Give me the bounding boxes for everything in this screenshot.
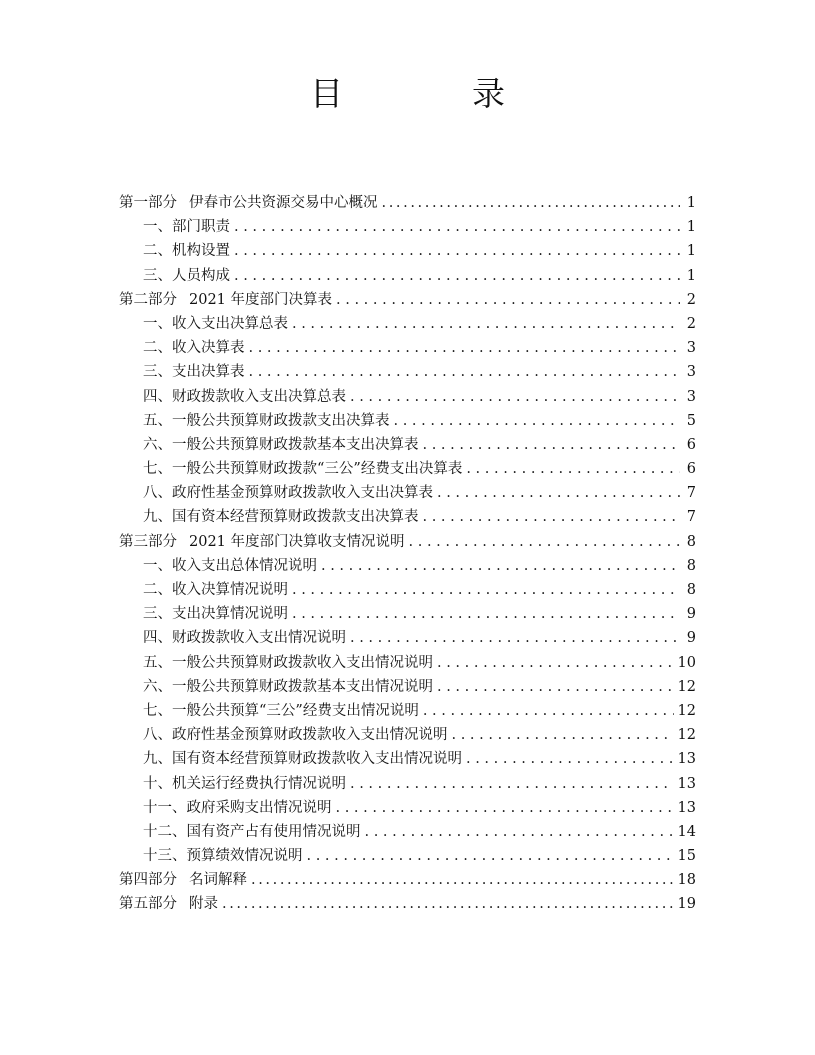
toc-entry[interactable] [119, 651, 696, 675]
dot-leader [249, 360, 681, 384]
toc-entry-text: 一、收入支出决算总表 [143, 315, 288, 332]
toc-entry-text: 十一、政府采购支出情况说明 [143, 799, 332, 816]
toc-entry-label [119, 530, 405, 554]
toc-entry-text: 2021 年度部门决算表 [189, 291, 333, 308]
toc-entry[interactable] [119, 360, 696, 384]
page-title: 目 录 [310, 74, 553, 113]
dot-leader [437, 481, 680, 505]
dot-leader [423, 433, 681, 457]
toc-entry[interactable] [119, 747, 696, 771]
dot-leader [249, 336, 681, 360]
dot-leader [292, 312, 680, 336]
toc-entry[interactable] [119, 264, 696, 288]
toc-entry[interactable] [119, 481, 696, 505]
toc-entry-text: 二、机构设置 [143, 243, 230, 260]
toc-entry-text: 一、收入支出总体情况说明 [143, 557, 317, 574]
toc-entry-text: 二、收入决算表 [143, 340, 245, 357]
dot-leader [251, 868, 674, 892]
toc-page-number: 5 [686, 412, 696, 429]
toc-entry-label [119, 288, 332, 312]
toc-page-number: 2 [686, 291, 696, 308]
toc-page-number: 1 [686, 267, 696, 284]
toc-page-number: 12 [677, 727, 696, 744]
toc-page-number: 14 [677, 823, 696, 840]
toc-entry[interactable] [119, 505, 696, 529]
toc-page-number: 12 [677, 678, 696, 695]
toc-entry-text: 附录 [189, 896, 218, 913]
toc-entry-text: 十二、国有资产占有使用情况说明 [143, 823, 361, 840]
toc-entry-text: 三、人员构成 [143, 267, 230, 284]
toc-entry[interactable] [119, 530, 696, 554]
toc-page-number: 8 [686, 533, 696, 550]
toc-entry-text: 四、财政拨款收入支出决算总表 [143, 388, 346, 405]
dot-leader [394, 409, 681, 433]
toc-page-number: 2 [686, 315, 696, 332]
dot-leader [336, 796, 674, 820]
toc-entry[interactable] [119, 385, 696, 409]
toc-part-prefix: 第五部分 [119, 896, 177, 913]
toc-entry[interactable] [119, 433, 696, 457]
toc-page-number: 13 [677, 751, 696, 768]
toc-entry-text: 八、政府性基金预算财政拨款收入支出决算表 [143, 485, 433, 502]
toc-part-prefix: 第三部分 [119, 533, 177, 550]
toc-part-prefix: 第四部分 [119, 872, 177, 889]
toc-entry-label [119, 892, 218, 916]
toc-entry-text: 五、一般公共预算财政拨款收入支出情况说明 [143, 654, 433, 671]
toc-entry-text: 三、支出决算情况说明 [143, 606, 288, 623]
dot-leader [466, 747, 674, 771]
toc-entry-label [119, 868, 247, 892]
toc-entry[interactable] [119, 844, 696, 868]
toc-part-prefix: 第一部分 [119, 195, 177, 211]
toc-entry[interactable] [119, 868, 696, 892]
toc-entry-text: 十、机关运行经费执行情况说明 [143, 775, 346, 792]
dot-leader [350, 385, 680, 409]
toc-page-number: 7 [686, 509, 696, 526]
toc-entry[interactable] [119, 215, 696, 239]
dot-leader [234, 264, 680, 288]
dot-leader [452, 723, 674, 747]
toc-page-number: 6 [686, 461, 696, 478]
dot-leader [336, 288, 680, 312]
dot-leader [307, 844, 674, 868]
toc-page-number: 18 [677, 872, 696, 889]
toc-entry-text: 七、一般公共预算财政拨款“三公”经费支出决算表 [143, 461, 463, 478]
dot-leader [437, 651, 674, 675]
toc-entry[interactable] [119, 796, 696, 820]
dot-leader [382, 191, 681, 215]
toc-entry-text: 四、财政拨款收入支出情况说明 [143, 630, 346, 647]
toc-page-number: 8 [686, 582, 696, 598]
toc-page-number: 1 [686, 219, 696, 236]
toc-page-number: 15 [677, 848, 696, 865]
dot-leader [437, 675, 674, 699]
toc-page-number: 13 [677, 775, 696, 792]
toc-entry-text: 九、国有资本经营预算财政拨款收入支出情况说明 [143, 751, 462, 768]
toc-entry-text: 名词解释 [189, 872, 247, 889]
toc-entry[interactable] [119, 554, 696, 578]
toc-entry-text: 十三、预算绩效情况说明 [143, 848, 303, 865]
toc-entry-text: 一、部门职责 [143, 219, 230, 236]
toc-page-number: 3 [686, 340, 696, 357]
toc-page-number: 7 [686, 485, 696, 502]
toc-page-number: 6 [686, 436, 696, 453]
toc-page-number: 12 [677, 702, 696, 719]
toc-entry[interactable] [119, 409, 696, 433]
toc-page-number: 3 [686, 364, 696, 381]
toc-entry[interactable] [119, 723, 696, 747]
dot-leader [234, 239, 680, 263]
toc-entry-text: 三、支出决算表 [143, 364, 245, 381]
toc-entry[interactable] [119, 288, 696, 312]
toc-entry-text: 八、政府性基金预算财政拨款收入支出情况说明 [143, 727, 448, 744]
toc-page-number: 1 [686, 195, 696, 211]
dot-leader [423, 505, 681, 529]
dot-leader [350, 772, 674, 796]
toc-entry-text: 伊春市公共资源交易中心概况 [189, 195, 378, 211]
toc-entry[interactable] [119, 699, 696, 723]
dot-leader [350, 626, 680, 650]
toc-page-number: 10 [677, 654, 696, 671]
dot-leader [409, 530, 680, 554]
toc-entry[interactable] [119, 675, 696, 699]
table-of-contents [119, 191, 696, 917]
toc-page-number: 19 [677, 896, 696, 913]
dot-leader [365, 820, 674, 844]
toc-page-number: 9 [686, 630, 696, 647]
toc-entry-text: 二、收入决算情况说明 [143, 582, 288, 598]
toc-page-number: 9 [686, 606, 696, 623]
toc-page-number: 1 [686, 243, 696, 260]
dot-leader [466, 457, 680, 481]
toc-entry[interactable] [119, 626, 696, 650]
toc-entry[interactable] [119, 892, 696, 916]
dot-leader [222, 892, 674, 916]
toc-entry-text: 六、一般公共预算财政拨款基本支出决算表 [143, 436, 419, 453]
toc-entry[interactable] [119, 336, 696, 360]
toc-entry-text: 五、一般公共预算财政拨款支出决算表 [143, 412, 390, 429]
toc-page-number: 13 [677, 799, 696, 816]
toc-entry-text: 七、一般公共预算“三公”经费支出情况说明 [143, 702, 419, 719]
toc-part-prefix: 第二部分 [119, 291, 177, 308]
toc-entry-label [119, 191, 378, 215]
dot-leader [292, 578, 680, 602]
dot-leader [321, 554, 680, 578]
toc-entry[interactable] [119, 578, 696, 602]
toc-entry[interactable] [119, 312, 696, 336]
toc-entry-text: 六、一般公共预算财政拨款基本支出情况说明 [143, 678, 433, 695]
toc-entry[interactable] [119, 772, 696, 796]
toc-page-number: 3 [686, 388, 696, 405]
toc-entry[interactable] [119, 602, 696, 626]
toc-entry[interactable] [119, 239, 696, 263]
dot-leader [423, 699, 674, 723]
dot-leader [292, 602, 680, 626]
toc-entry-text: 2021 年度部门决算收支情况说明 [189, 533, 405, 550]
toc-entry-text: 九、国有资本经营预算财政拨款支出决算表 [143, 509, 419, 526]
dot-leader [234, 215, 680, 239]
toc-entry[interactable] [119, 191, 696, 215]
toc-entry[interactable] [119, 457, 696, 481]
toc-entry[interactable] [119, 820, 696, 844]
toc-page-number: 8 [686, 557, 696, 574]
